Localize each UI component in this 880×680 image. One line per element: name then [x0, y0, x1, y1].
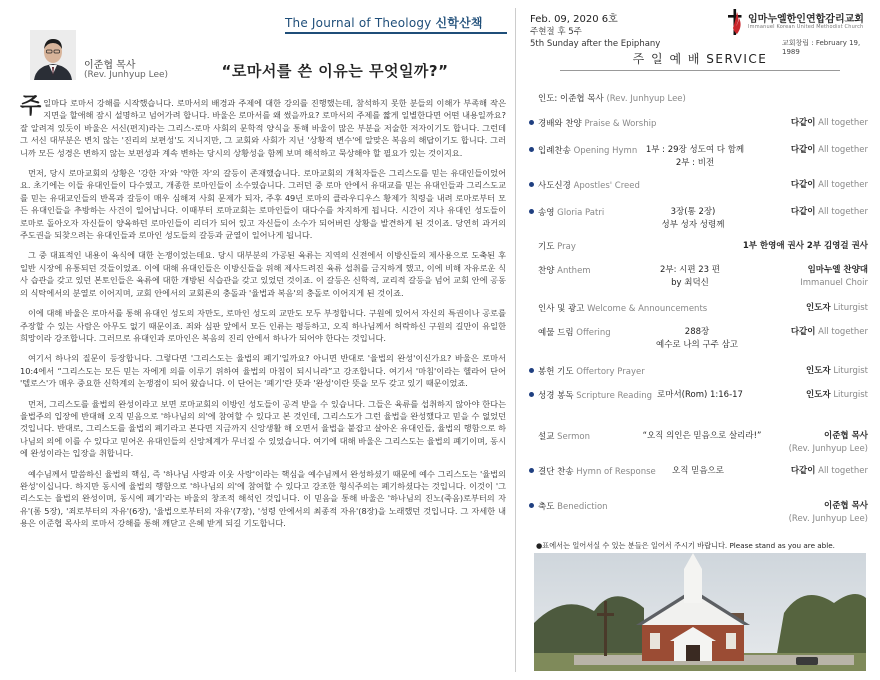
standing-bullet-icon: [529, 182, 534, 187]
journal-header: [285, 14, 507, 31]
standing-bullet-icon: [529, 209, 534, 214]
worship-item-label: 사도신경 Apostles' Creed: [538, 181, 640, 191]
worship-item-leader: 인도자 Liturgist: [805, 390, 868, 400]
worship-item-leader: 1부 한영애 권사 2부 김영걸 권사: [742, 241, 868, 251]
article-paragraph: 먼저, 당시 로마교회의 상황은 '강한 자'와 '약한 자'의 갈등이 존재했습니다. 로마교회의 개척자들은 그리스도를 믿는 유대인들이었어요. 초기에는 이들 유대인들이 다수였고, 개종한 로마인들이 소수였습니다. 그러던 중 로마 안에서 유대교를 믿는 유대인들과 그리스도교를 믿는 유대교인들의 반목과 갈등이 매우 심해져 사회 문제가 되자, 주후 49년 로마의 클라우디우스 황제가 칙령을 내려 로마로부터 모든 유대인들을 추방하는 사건이 일어납니다. 이때부터 로마교회는 로마인들이 대다수를 차지하게 됩니다. 시간이 지나 유대인 성도들이 로마로 돌아오자 자신들이 양육하던 로마인들이 리더가 되어 있고 자신들이 소수가 되어버린 상황을 발견하게 된 것이죠. 당연히 과거의 주도권을 되찾으려는 유대인들과 로마인 성도들의 갈등과 균열이 일어나게 됩니다.: [20, 168, 506, 241]
journal-header-rule: [285, 32, 507, 34]
article-paragraph: 예수님께서 말씀하신 율법의 핵심, 즉 '하나님 사랑과 이웃 사랑'이라는 핵심을 예수님께서 완성하셨기 때문에 예수 그리스도는 '율법의 완성'이십니다. 하지만 동시에 율법의 행함으로 '하나님의 의'에 참여할 수 있다고 강조한 형식주의는 폐기하셨다는 것입니다. 이것이 '그리스도는 율법의 완성이며, 동시에 폐기'라는 바울의 창조적 해석인 것입니다. 이 믿음을 통해 바울은 '하나님의 진노(죽음)로부터의 자유'(롬 5장), '죄로부터의 자유'(6장), '율법으로부터의 자유'(7장), '성령 안에서의 최종적 자유'(8장)을 노래했던 것입니다. 그 자세한 내용은 이준협 목사의 로마서 강해를 통해 깨닫고 은혜 받게 되길 기도합니다.: [20, 468, 506, 529]
worship-item-detail: 2부: 시편 23 편 by 최덕신: [659, 265, 721, 288]
standing-notice: ●표에서는 일어서실 수 있는 분들은 일어서 주시기 바랍니다. Please stand as you are able.: [536, 541, 835, 550]
worship-item-detail: 로마서(Rom) 1:16-17: [657, 390, 743, 400]
standing-bullet-icon: [529, 468, 534, 473]
worship-item-leader: 인도자 Liturgist: [805, 303, 868, 313]
service-leader-kr: 인도: 이준협 목사: [538, 94, 604, 104]
worship-item-detail: 288장 예수로 나의 구주 삼고: [655, 327, 738, 350]
worship-item-leader: 다같이 All together: [790, 207, 868, 217]
worship-item-label: 기도 Pray: [538, 242, 576, 252]
church-established: 교회창립 : February 19, 1989: [782, 39, 861, 56]
worship-item-leader: 인도자 Liturgist: [805, 366, 868, 376]
worship-item-detail: 오직 믿음으로: [672, 466, 724, 476]
service-title: 주 일 예 배 SERVICE: [632, 52, 768, 66]
worship-item-leader: 임마누엘 찬양대 Immanuel Choir: [800, 265, 868, 288]
standing-bullet-icon: [529, 147, 534, 152]
standing-bullet-icon: [529, 120, 534, 125]
worship-item-label: 봉헌 기도 Offertory Prayer: [538, 367, 645, 377]
worship-item-label: 축도 Benediction: [538, 502, 608, 512]
worship-item-label: 송영 Gloria Patri: [538, 208, 605, 218]
standing-bullet-icon: [529, 503, 534, 508]
worship-item-label: 경배와 찬양 Praise & Worship: [538, 119, 657, 129]
cross-and-flame-logo-icon: [726, 6, 744, 36]
worship-item-leader: 이준협 목사 (Rev. Junhyup Lee): [788, 501, 868, 524]
church-building-photo: [534, 553, 866, 671]
standing-bullet-icon: [529, 392, 534, 397]
worship-item-detail: 3장(통 2장) 성부 성자 성령께: [661, 207, 725, 230]
worship-item-label: 예물 드림 Offering: [538, 328, 611, 338]
bulletin-week-kr: 주현절 후 5주: [530, 27, 582, 37]
worship-item-label: 설교 Sermon: [538, 432, 590, 442]
article-paragraph: 주일마다 로마서 강해를 시작했습니다. 로마서의 배경과 주제에 대한 강의를 진행했는데, 참석하지 못한 분들의 이해가 부족해 작은 지면을 할애해 잠시 설명하고 넘어가려 합니다. 바울은 로마서를 왜 썼을까요? 로마서의 주제를 짧게 일별한다면 어떤 내용일까요? 잘 알려져 있듯이 바울은 서신(편지)라는 그리스-로마 사회의 문학적 양식을 통해 바울이 많은 부분을 저술한 저자이기도 합니다. 그런데 그 서신 대부분은 변치 않는 '진리의 보편성'도 지니지만, 그 교회와 사회가 지닌 '상황적 변수'에 알맞은 복음의 해답이기도 합니다. 그러니까 모든 성경은 변하지 않는 보편성과 계속 변하는 당시의 상황성을 함께 보며 해석하고 묵상해야 할 필요가 있는 것이지요.: [20, 94, 506, 158]
article-title: “로마서를 쓴 이유는 무엇일까?”: [221, 62, 449, 80]
church-name-english: Immanuel Korean United Methodist Church: [748, 24, 864, 30]
worship-item-detail: 1부 : 29장 성도여 다 함께 2부 : 비전: [645, 145, 745, 168]
service-leader: [538, 92, 686, 104]
service-title-rule: [560, 70, 840, 71]
worship-item-label: 인사 및 광고 Welcome & Announcements: [538, 304, 708, 314]
author-name: 이준협 목사: [84, 60, 136, 71]
author-name-english: (Rev. Junhyup Lee): [84, 70, 169, 80]
worship-item-leader: 다같이 All together: [790, 145, 868, 155]
bulletin-week-en: 5th Sunday after the Epiphany: [530, 39, 661, 49]
worship-item-label: 찬양 Anthem: [538, 266, 591, 276]
article-paragraph: 그 중 대표적인 내용이 육식에 대한 논쟁이었는데요. 당시 대부분의 가공된 육류는 지역의 신전에서 이방신들의 제사용으로 도축된 후 일반 시장에 유통되던 것들이었죠. 이에 대해 유대인들은 이방신들을 위해 제사드려진 육류 섭취를 금지하게 했고, 이에 비해 자유로운 식사 습관을 갖고 있던 본토인들은 육류에 대한 개방된 식습관을 갖고 있었던 것이죠. 이 갈등은 신학적, 교리적 갈등을 넘어 교회 안에 공동의 식탁에서의 분열로 이어지며, 교회 안에서의 교회론의 충돌과 '율법과 복음'의 충돌로 이어지게 된 것이죠.: [20, 250, 506, 298]
worship-item-label: 성경 봉독 Scripture Reading: [538, 391, 653, 401]
worship-item-leader: 다같이 All together: [790, 466, 868, 476]
worship-item-leader: 다같이 All together: [790, 180, 868, 190]
service-leader-en: (Rev. Junhyup Lee): [606, 94, 686, 104]
worship-bulletin-page: [520, 0, 880, 680]
article-dropcap: 주: [20, 94, 42, 119]
author-photo: [30, 30, 76, 80]
worship-item-detail: “오직 의인은 믿음으로 살리라!”: [642, 431, 762, 441]
article-paragraph: 이에 대해 바울은 로마서를 통해 유대인 성도의 자만도, 로마인 성도의 교만도 모두 부정합니다. 구원에 있어서 자신의 특권이나 공로를 주장할 수 있는 사람은 아무도 없기 때문이죠. 죄와 심판 앞에서 모든 인류는 평등하고, 오직 하나님께서 허락하신 구원의 길만이 유일한 희망이라 강조합니다. 그러므로 유대인과 로마인은 복음의 진리 안에서 하나가 되어야 한다는 것입니다.: [20, 308, 506, 343]
worship-item-leader: 다같이 All together: [790, 327, 868, 337]
article-paragraph: 여기서 하나의 질문이 등장합니다. 그렇다면 '그리스도는 율법의 폐기'일까요? 아니면 반대로 '율법의 완성'이신가요? 바울은 로마서 10:4에서 “그리스도는 모든 믿는 자에게 의를 이루기 위하여 율법의 마침이 되시니라”고 강조합니다. 여기서 '마침'이라는 헬라어 단어 '텔로스'가 매우 중요한 신학계의 논쟁점이 되어 왔습니다. 이 단어는 '폐기'란 뜻과 '완성'이란 뜻을 모두 갖고 있기 때문이었죠.: [20, 353, 506, 389]
standing-bullet-icon: [529, 368, 534, 373]
page-divider: [515, 8, 516, 672]
worship-item-label: 결단 찬송 Hymn of Response: [538, 467, 656, 477]
bulletin-date: Feb. 09, 2020 6호: [530, 14, 618, 25]
article-body: [20, 94, 506, 538]
journal-title-kr: 신학산책: [435, 16, 483, 30]
journal-title-en: The Journal of Theology: [285, 16, 432, 30]
worship-item-label: 입례찬송 Opening Hymn: [538, 146, 638, 156]
worship-item-leader: 다같이 All together: [790, 118, 868, 128]
church-name: 임마누엘한인연합감리교회: [748, 14, 864, 25]
worship-item-leader: 이준협 목사 (Rev. Junhyup Lee): [788, 431, 868, 454]
article-paragraph: 먼저, 그리스도를 율법의 완성이라고 보면 로마교회의 이방인 성도들이 공격 받을 수 있습니다. 그들은 육류를 섭취하지 않아야 한다는 율법주의 입장에 반대해 오직 믿음으로 '하나님의 의'에 참여할 수 있다고 본 것인데, 그리스도가 그런 율법을 완성했다고 믿을 수 없었던 것입니다. 반대로, 그리스도를 율법의 폐기라고 본다면 지금까지 신앙생활 해 오면서 율법을 붙잡고 살아온 유대인들, 율법의 행함으로 하나님의 의에 이를 수 있다고 믿어온 유대인들의 신앙체계가 무너질 수 있었습니다. 여기에 대해 바울은 그리스도는 율법의 폐기이며, 동시에 완성이라는 입장을 취합니다.: [20, 398, 506, 459]
